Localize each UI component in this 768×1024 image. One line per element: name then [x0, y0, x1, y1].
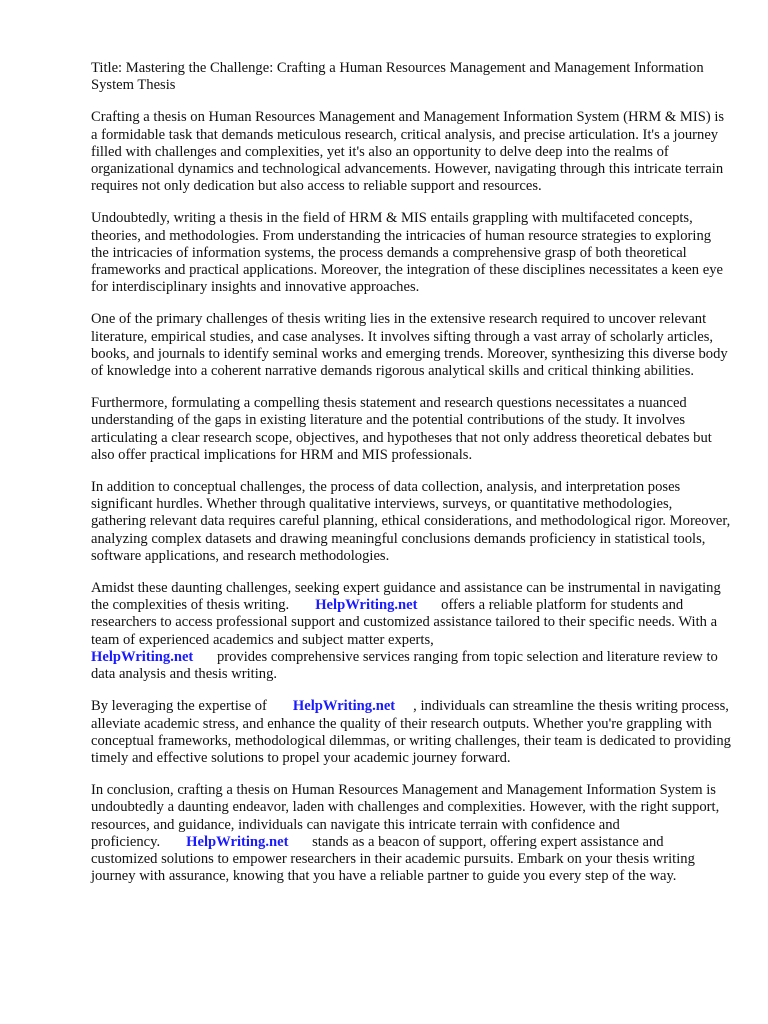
helpwriting-link[interactable]: HelpWriting.net	[186, 833, 289, 850]
paragraph-text: By leveraging the expertise of	[91, 698, 267, 715]
helpwriting-link[interactable]: HelpWriting.net	[315, 597, 418, 614]
paragraph-expert-guidance	[91, 580, 731, 683]
paragraph-conclusion	[91, 782, 731, 885]
paragraph-text: In conclusion, crafting a thesis on Human Resources Management and Management Information System is undoubtedly a daunting endeavor, laden with challenges and complexities. However, with the right support, resources, and guidance, individuals can navigate this intricate terrain with confidence and proficiency.	[91, 782, 720, 850]
paragraph-data-collection: In addition to conceptual challenges, the process of data collection, analysis, and interpretation poses significant hurdles. Whether through qualitative interviews, surveys, or quantitative methodologies, gathering relevant data requires careful planning, ethical considerations, and methodological rigor. Moreover, analyzing complex datasets and drawing meaningful conclusions demands proficiency in statistical tools, software applications, and research methodologies.	[91, 479, 731, 564]
paragraph-leveraging	[91, 698, 731, 767]
helpwriting-link[interactable]: HelpWriting.net	[292, 698, 396, 715]
document-title: Title: Mastering the Challenge: Crafting a Human Resources Management and Management Information System Thesis	[91, 60, 704, 94]
document-page	[91, 60, 731, 900]
paragraph-thesis-statement: Furthermore, formulating a compelling thesis statement and research questions necessitates a nuanced understanding of the gaps in existing literature and the potential contributions of the study. It involves articulating a clear research scope, objectives, and hypotheses that not only address theoretical debates but also offer practical implications for HRM and MIS professionals.	[91, 395, 712, 463]
paragraph-text: , individuals can streamline the thesis writing process, alleviate academic stress, and enhance the quality of their research outputs. Whether you're grappling with conceptual frameworks, methodological dilemmas, or writing challenges, their team is dedicated to providing timely and effective solutions to propel your academic journey forward.	[91, 698, 731, 766]
paragraph-intro: Crafting a thesis on Human Resources Management and Management Information System (HRM & MIS) is a formidable task that demands meticulous research, critical analysis, and precise articulation. It's a journey filled with challenges and complexities, yet it's also an opportunity to delve deep into the realms of organizational dynamics and technological advancements. However, navigating through this intricate terrain requires not only dedication but also access to reliable support and resources.	[91, 109, 725, 195]
paragraph-text: provides comprehensive services ranging from topic selection and literature review to data analysis and thesis writing.	[91, 648, 718, 683]
paragraph-text: offers a reliable platform for students and researchers to access professional support and customized assistance tailored to their specific needs. With a team of experienced academics and subject matter experts,	[91, 597, 718, 648]
paragraph-undoubtedly: Undoubtedly, writing a thesis in the field of HRM & MIS entails grappling with multifaceted concepts, theories, and methodologies. From understanding the intricacies of human resource strategies to exploring the intricacies of information systems, the process demands a comprehensive grasp of both theoretical frameworks and practical applications. Moreover, the integration of these disciplines necessitates a keen eye for interdisciplinary insights and innovative approaches.	[91, 210, 723, 296]
helpwriting-link[interactable]: HelpWriting.net	[91, 648, 194, 665]
paragraph-research-challenges: One of the primary challenges of thesis writing lies in the extensive research required to uncover relevant literature, empirical studies, and case analyses. It involves sifting through a vast array of scholarly articles, books, and journals to identify seminal works and emerging trends. Moreover, synthesizing this diverse body of knowledge into a coherent narrative demands rigorous analytical skills and critical thinking abilities.	[91, 311, 728, 380]
paragraph-text: Amidst these daunting challenges, seeking expert guidance and assistance can be instrumental in navigating the complexities of thesis writing.	[91, 580, 721, 614]
paragraph-text: stands as a beacon of support, offering expert assistance and customized solutions to empower researchers in their academic pursuits. Embark on your thesis writing journey with assurance, knowing that you have a reliable partner to guide you every step of the way.	[91, 833, 695, 885]
